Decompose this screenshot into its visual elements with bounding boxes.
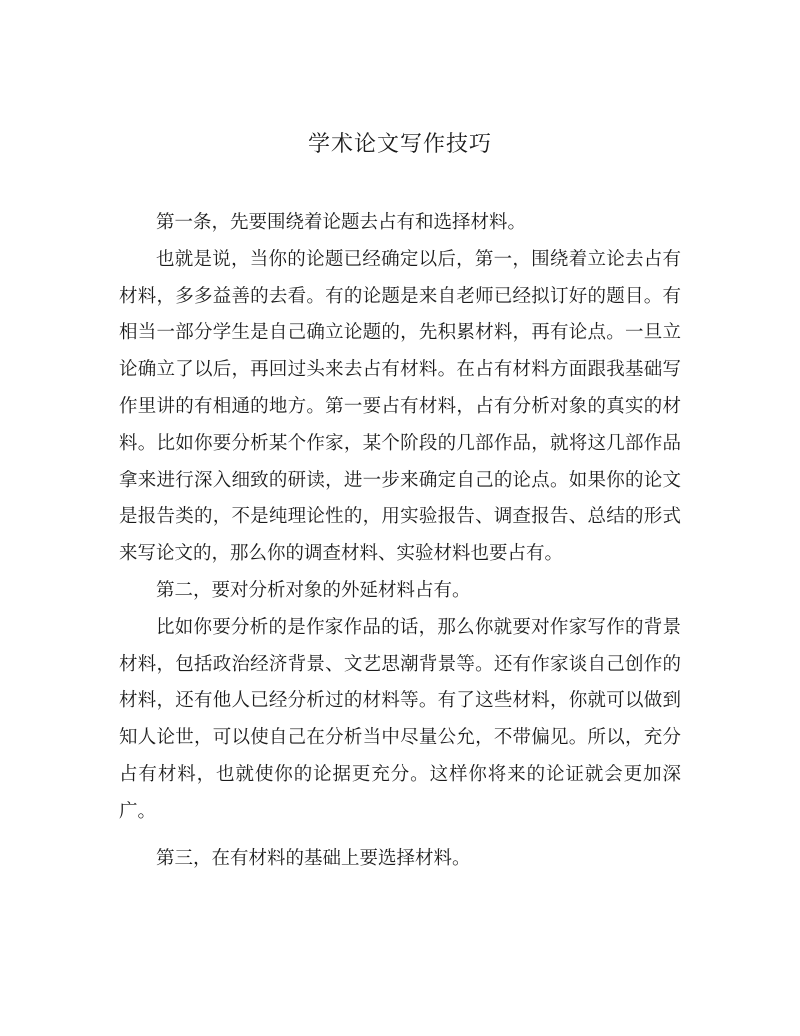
document-title: 学术论文写作技巧 — [307, 132, 492, 157]
paragraph-2: 也就是说，当你的论题已经确定以后，第一，围绕着立论去占有材料，多多益善的去看。有的论题是来自老师已经拟订好的题目。有相当一部分学生是自己确立论题的，先积累材料，再有论点。一旦立论确立了以后，再回过头来去占有材料。在占有材料方面跟我基础写作里讲的有相通的地方。第一要占有材料，占有分析对象的真实的材料。比如你要分析某个作家，某个阶段的几部作品，就将这几部作品拿来进行深入细致的研读，进一步来确定自己的论点。如果你的论文是报告类的，不是纯理论性的，用实验报告、调查报告、总结的形式来写论文的，那么你的调查材料、实验材料也要占有。 — [119, 248, 681, 565]
paragraph-5: 第三，在有材料的基础上要选择材料。 — [156, 847, 471, 869]
paragraph-4: 比如你要分析的是作家作品的话，那么你就要对作家写作的背景材料，包括政治经济背景、文艺思潮背景等。还有作家谈自己创作的材料，还有他人已经分析过的材料等。有了这些材料，你就可以做到知人论世，可以使自己在分析当中尽量公允，不带偏见。所以，充分占有材料，也就使你的论据更充分。这样你将来的论证就会更加深广。 — [119, 616, 681, 822]
paragraph-3: 第二，要对分析对象的外延材料占有。 — [156, 579, 471, 601]
document-body — [119, 205, 681, 877]
paragraph-1: 第一条，先要围绕着论题去占有和选择材料。 — [156, 212, 527, 233]
